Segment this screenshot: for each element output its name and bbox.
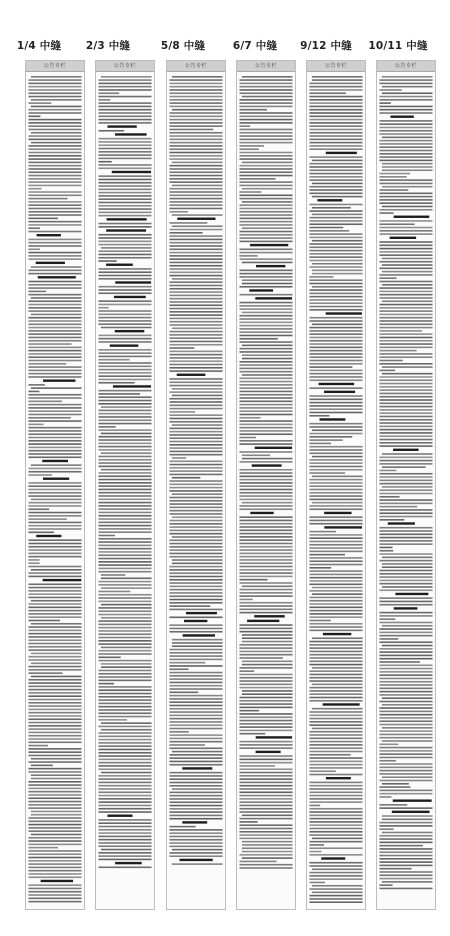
column-header-3: 5/8 中缝	[160, 40, 206, 52]
column-text-2	[98, 73, 152, 907]
column-text-3	[169, 73, 223, 907]
column-text-1	[28, 73, 82, 907]
column-text-4	[239, 73, 293, 907]
middle-column-1	[25, 60, 85, 910]
middle-column-2	[95, 60, 155, 910]
column-header-5: 9/12 中缝	[300, 40, 352, 52]
middle-column-6	[376, 60, 436, 910]
column-band-3: 公告专栏	[167, 61, 225, 72]
column-header-6: 10/11 中缝	[368, 40, 428, 52]
column-band-1: 公告专栏	[26, 61, 84, 72]
column-band-5: 公告专栏	[307, 61, 365, 72]
column-text-5	[309, 73, 363, 907]
column-header-4: 6/7 中缝	[232, 40, 278, 52]
column-band-6: 公告专栏	[377, 61, 435, 72]
column-header-1: 1/4 中缝	[16, 40, 62, 52]
middle-column-5	[306, 60, 366, 910]
column-header-2: 2/3 中缝	[85, 40, 131, 52]
column-band-4: 公告专栏	[237, 61, 295, 72]
middle-column-3	[166, 60, 226, 910]
column-band-2: 公告专栏	[96, 61, 154, 72]
middle-column-4	[236, 60, 296, 910]
column-text-6	[379, 73, 433, 907]
